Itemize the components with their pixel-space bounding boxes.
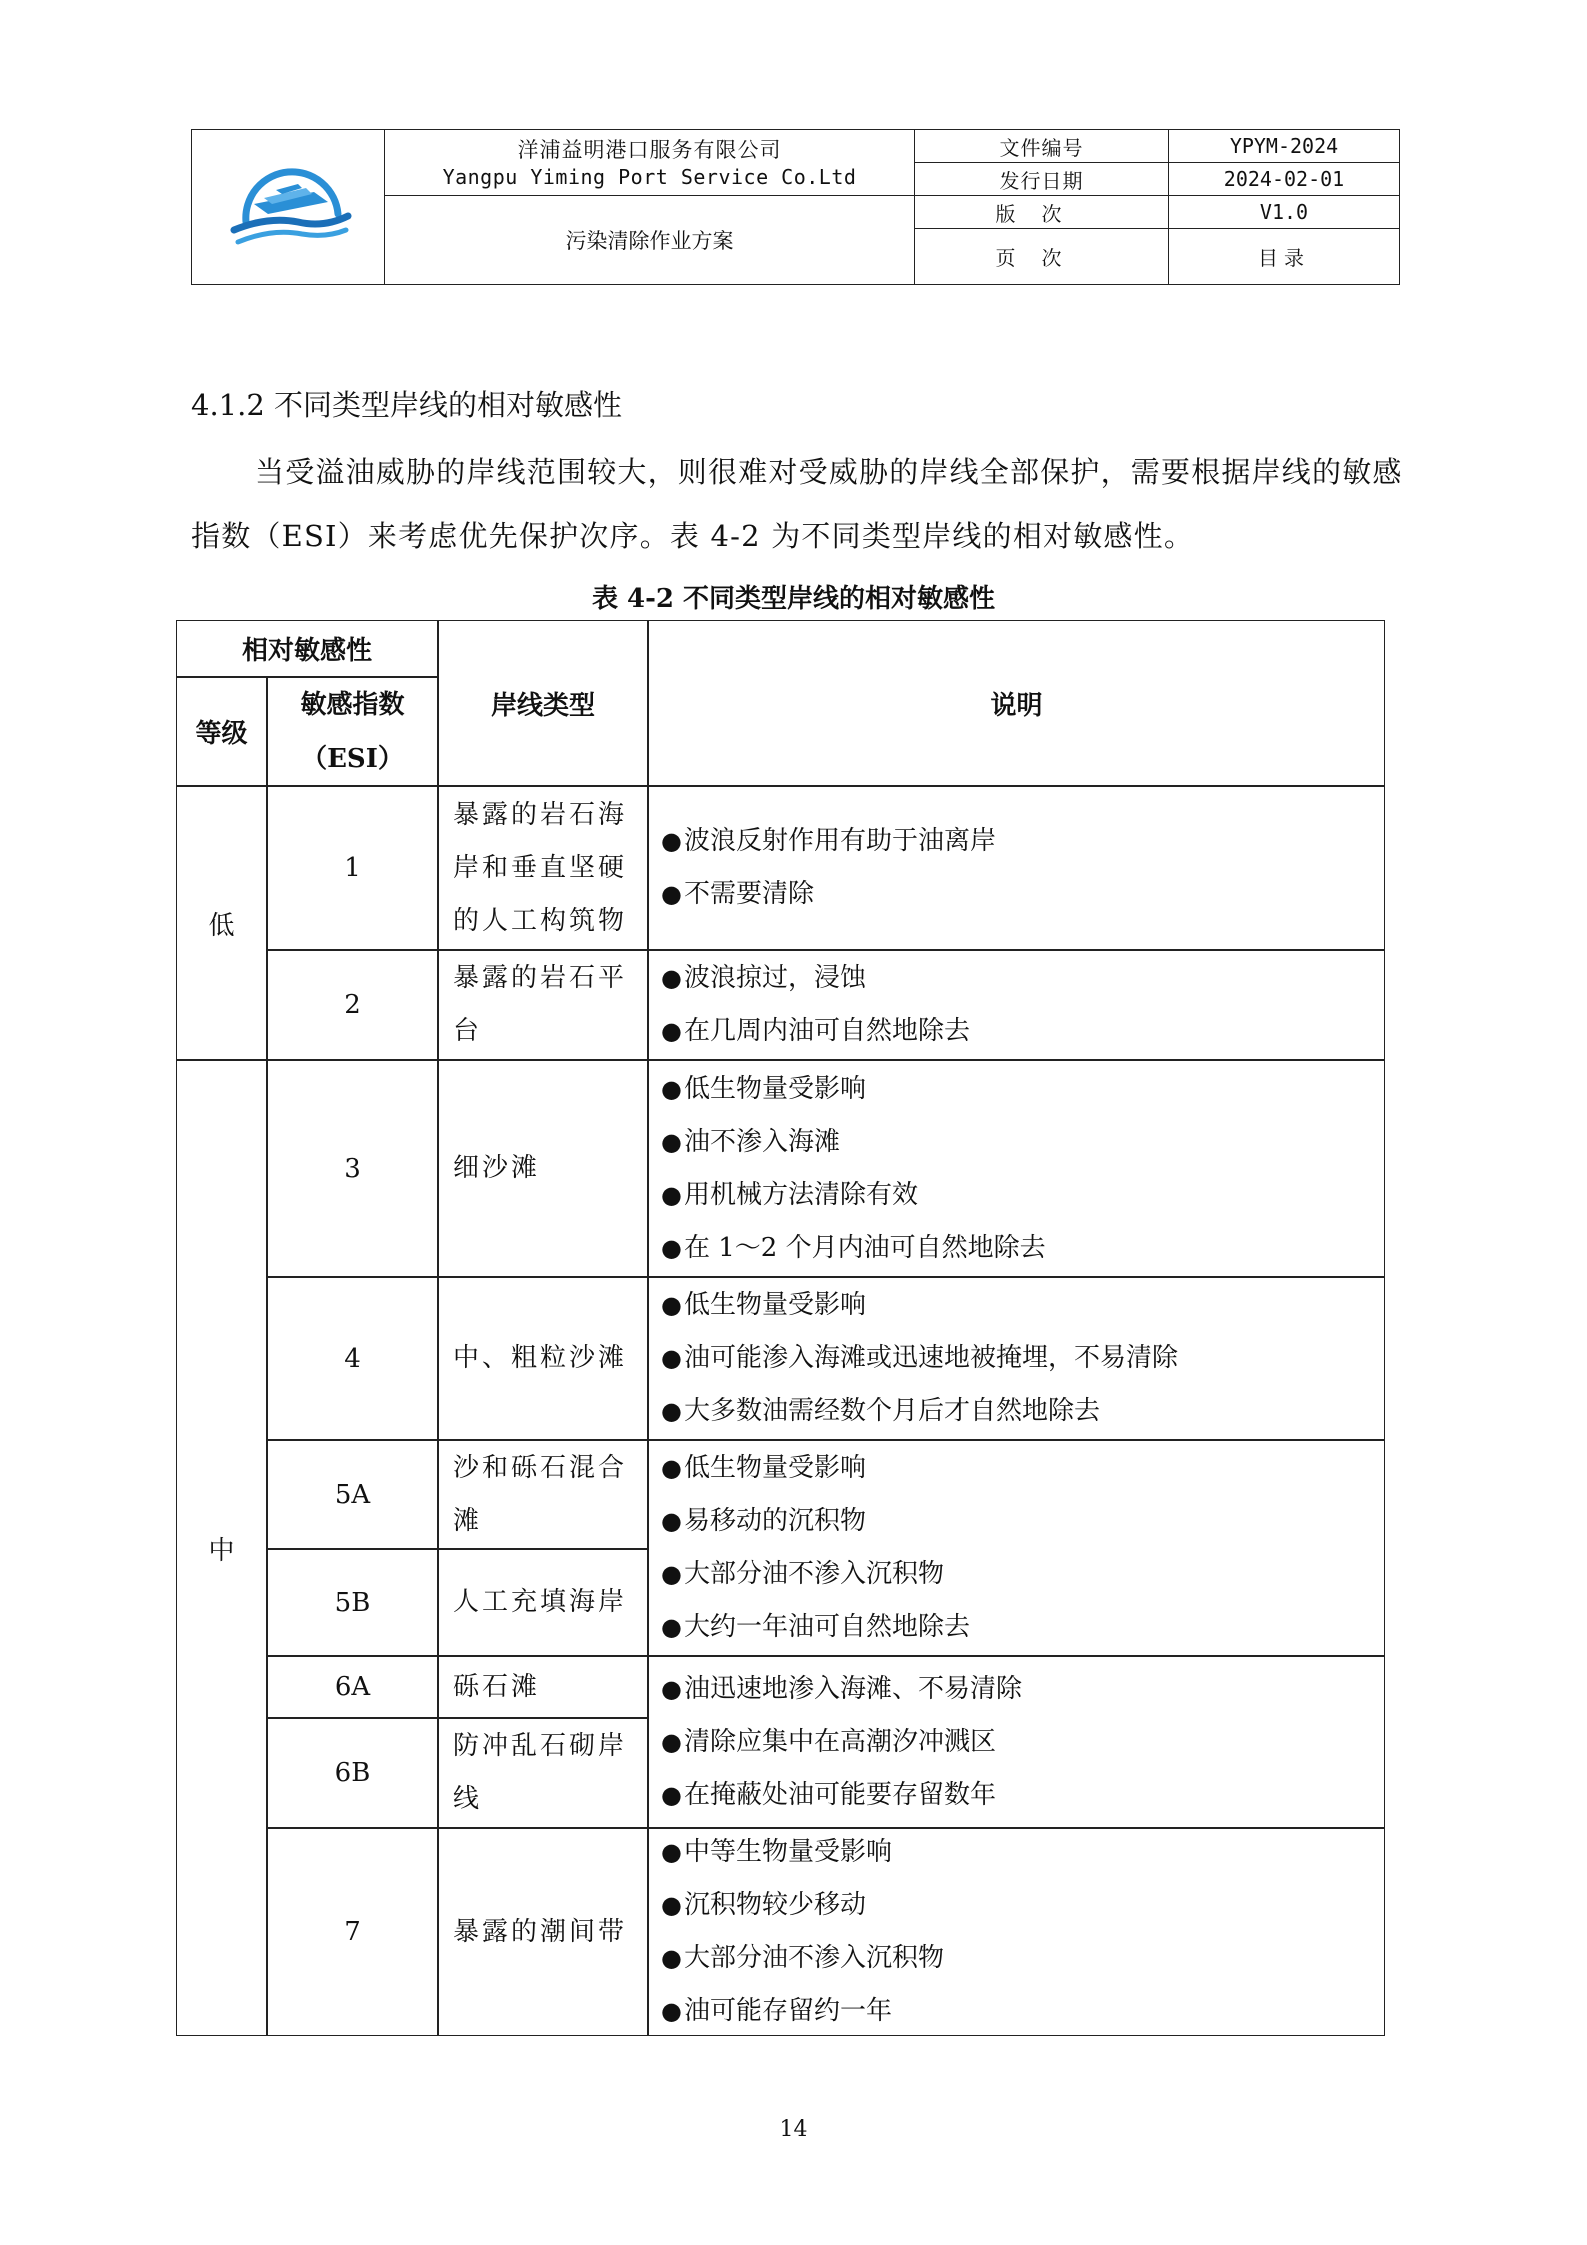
grade-medium: 中 <box>176 1060 267 2036</box>
header-shoreline-type: 岸线类型 <box>438 620 648 786</box>
bullet-icon: ● <box>661 880 682 908</box>
bullet-item: ●在几周内油可自然地除去 <box>661 1016 970 1046</box>
company-name-cn: 洋浦益明港口服务有限公司 <box>517 138 782 162</box>
bullet-item: ●大多数油需经数个月后才自然地除去 <box>661 1396 1100 1426</box>
esi-cell: 7 <box>267 1828 438 2036</box>
document-header <box>191 129 1400 285</box>
table-caption: 表 4-2 不同类型岸线的相对敏感性 <box>591 584 996 614</box>
body-paragraph: 当受溢油威胁的岸线范围较大，则很难对受威胁的岸线全部保护，需要根据岸线的敏感指数（ESI）来考虑优先保护次序。表 4-2 为不同类型岸线的相对敏感性。 <box>191 455 1403 553</box>
shoreline-sensitivity-table <box>176 620 1385 2036</box>
description-cell <box>648 950 1385 1060</box>
bullet-item: ●不需要清除 <box>661 879 814 909</box>
description-cell <box>648 1060 1385 1277</box>
bullet-item: ●大部分油不渗入沉积物 <box>661 1559 944 1589</box>
document-title-cell <box>385 196 915 284</box>
bullet-icon: ● <box>661 1891 682 1919</box>
header-esi: 敏感指数（ESI） <box>267 677 438 786</box>
bullet-item: ●油可能存留约一年 <box>661 1996 892 2026</box>
bullet-item: ●波浪反射作用有助于油离岸 <box>661 826 996 856</box>
esi-cell: 5B <box>267 1549 438 1656</box>
bullet-item: ●易移动的沉积物 <box>661 1506 866 1536</box>
bullet-icon: ● <box>661 1291 682 1319</box>
company-name-cell <box>385 130 915 196</box>
section-title: 4.1.2 不同类型岸线的相对敏感性 <box>191 388 623 422</box>
bullet-item: ●波浪掠过，浸蚀 <box>661 963 866 993</box>
shoreline-type-cell: 暴露的岩石平台 <box>438 950 648 1060</box>
company-name-en: Yangpu Yiming Port Service Co.Ltd <box>442 165 857 189</box>
shoreline-type-cell: 沙和砾石混合滩 <box>438 1440 648 1549</box>
esi-cell: 5A <box>267 1440 438 1549</box>
description-cell <box>648 786 1385 950</box>
bullet-icon: ● <box>661 1780 682 1809</box>
shoreline-type-cell: 细沙滩 <box>438 1060 648 1277</box>
bullet-icon: ● <box>661 1397 682 1425</box>
document-title: 污染清除作业方案 <box>565 229 734 253</box>
bullet-icon: ● <box>661 1560 682 1588</box>
bullet-icon: ● <box>661 1233 682 1262</box>
bullet-icon: ● <box>661 1507 682 1535</box>
document-meta-table <box>915 130 1399 284</box>
meta-value: 2024-02-01 <box>1223 167 1345 191</box>
shoreline-type-cell: 中、粗粒沙滩 <box>438 1277 648 1440</box>
bullet-icon: ● <box>661 1127 682 1156</box>
meta-row-page <box>915 229 1399 284</box>
bullet-icon: ● <box>661 1838 682 1866</box>
description-cell <box>648 1277 1385 1440</box>
shoreline-type-cell: 暴露的岩石海岸和垂直坚硬的人工构筑物 <box>438 786 648 950</box>
header-description: 说明 <box>648 620 1385 786</box>
bullet-item: ●油可能渗入海滩或迅速地被掩埋，不易清除 <box>661 1343 1178 1373</box>
bullet-icon: ● <box>661 1017 682 1045</box>
esi-cell: 1 <box>267 786 438 950</box>
esi-cell: 4 <box>267 1277 438 1440</box>
shoreline-type-cell: 暴露的潮间带 <box>438 1828 648 2036</box>
bullet-item: ●用机械方法清除有效 <box>661 1179 918 1210</box>
meta-row-doc-no <box>915 130 1399 163</box>
logo-cell <box>192 130 385 284</box>
bullet-item: ●清除应集中在高潮汐冲溅区 <box>661 1726 996 1757</box>
bullet-item: ●沉积物较少移动 <box>661 1890 866 1920</box>
bullet-item: ●低生物量受影响 <box>661 1290 866 1320</box>
description-cell <box>648 1828 1385 2036</box>
meta-value: 目录 <box>1258 246 1310 270</box>
meta-value: YPYM-2024 <box>1229 134 1339 158</box>
company-logo-icon <box>228 158 352 258</box>
esi-cell: 3 <box>267 1060 438 1277</box>
shoreline-type-cell: 砾石滩 <box>438 1656 648 1718</box>
bullet-icon: ● <box>661 1727 682 1756</box>
description-cell <box>648 1656 1385 1828</box>
esi-cell: 6A <box>267 1656 438 1718</box>
description-cell <box>648 1440 1385 1656</box>
meta-key: 版次 <box>915 196 1169 228</box>
bullet-item: ●大部分油不渗入沉积物 <box>661 1943 944 1973</box>
bullet-icon: ● <box>661 1454 682 1482</box>
header-relative-sensitivity: 相对敏感性 <box>176 620 438 677</box>
bullet-item: ●在掩蔽处油可能要存留数年 <box>661 1779 996 1810</box>
bullet-icon: ● <box>661 1180 682 1209</box>
bullet-icon: ● <box>661 1074 682 1103</box>
bullet-item: ●中等生物量受影响 <box>661 1837 892 1867</box>
bullet-item: ●油不渗入海滩 <box>661 1126 840 1157</box>
bullet-icon: ● <box>661 827 682 855</box>
bullet-icon: ● <box>661 1613 682 1641</box>
meta-key: 页次 <box>915 229 1169 284</box>
bullet-icon: ● <box>661 964 682 992</box>
shoreline-type-cell: 防冲乱石砌岸线 <box>438 1718 648 1828</box>
esi-cell: 2 <box>267 950 438 1060</box>
bullet-icon: ● <box>661 1997 682 2025</box>
bullet-item: ●在 1～2 个月内油可自然地除去 <box>661 1232 1046 1263</box>
bullet-item: ●大约一年油可自然地除去 <box>661 1612 970 1642</box>
bullet-icon: ● <box>661 1674 682 1703</box>
grade-low: 低 <box>176 786 267 1060</box>
shoreline-type-cell: 人工充填海岸 <box>438 1549 648 1656</box>
meta-row-version <box>915 196 1399 229</box>
bullet-item: ●低生物量受影响 <box>661 1073 866 1104</box>
meta-key: 发行日期 <box>915 163 1169 195</box>
meta-row-issue-date <box>915 163 1399 196</box>
bullet-item: ●低生物量受影响 <box>661 1453 866 1483</box>
bullet-icon: ● <box>661 1944 682 1972</box>
meta-value: V1.0 <box>1259 200 1309 224</box>
page-number: 14 <box>779 2117 808 2142</box>
bullet-item: ●油迅速地渗入海滩、不易清除 <box>661 1673 1022 1704</box>
header-grade: 等级 <box>176 677 267 786</box>
meta-key: 文件编号 <box>915 130 1169 162</box>
bullet-icon: ● <box>661 1344 682 1372</box>
esi-cell: 6B <box>267 1718 438 1828</box>
